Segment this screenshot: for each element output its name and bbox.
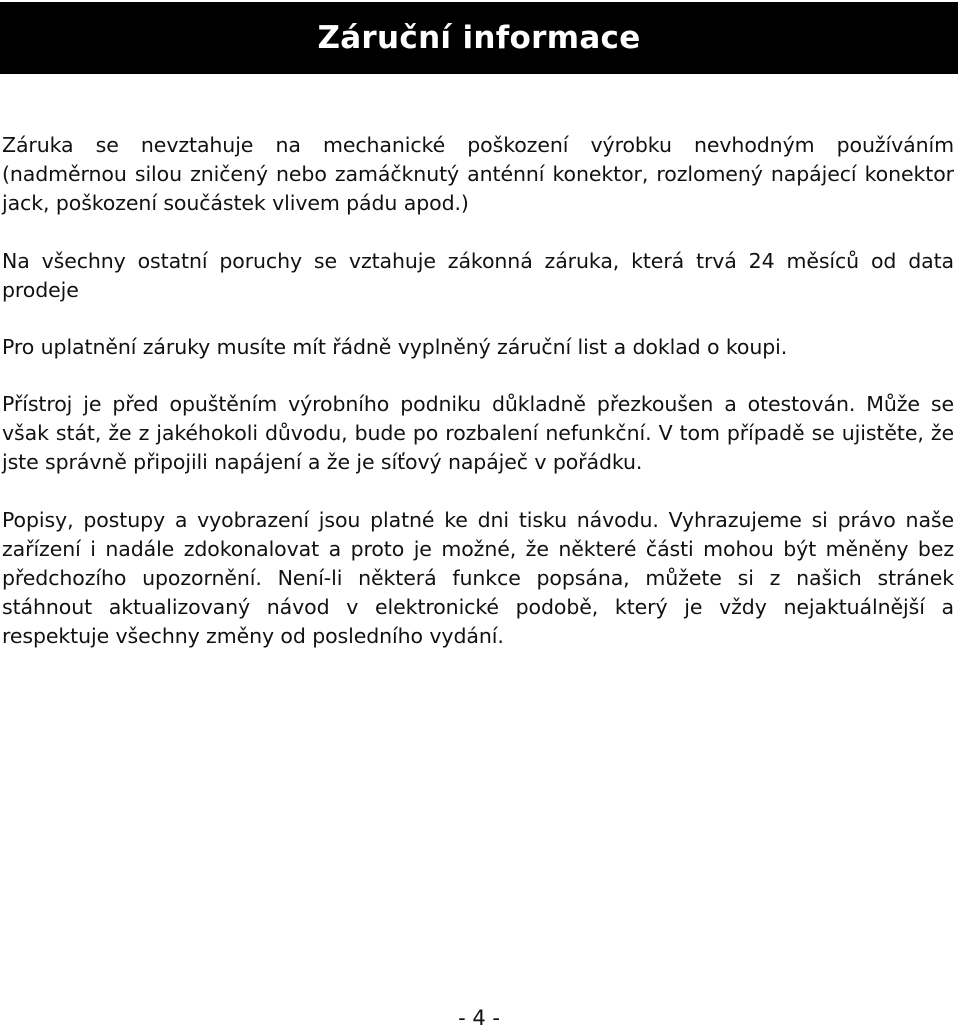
paragraph-warranty-exclusions: Záruka se nevztahuje na mechanické poškození výrobku nevhodným používáním (nadměrnou silou zničený nebo zamáčknutý anténní konektor, rozlomený napájecí konektor jack, poškození součástek vlivem pádu apod.) bbox=[2, 133, 954, 215]
paragraph-device-testing: Přístroj je před opuštěním výrobního podniku důkladně přezkoušen a otestován. Může se však stát, že z jakéhokoli důvodu, bude po rozbalení nefunkční. V tom případě se ujistěte, že jste správně připojili napájení a že je síťový napáječ v pořádku. bbox=[2, 392, 954, 474]
document-body bbox=[2, 131, 954, 651]
paragraph-warranty-claim: Pro uplatnění záruky musíte mít řádně vyplněný záruční list a doklad o koupi. bbox=[2, 335, 788, 359]
page-title: Záruční informace bbox=[317, 20, 641, 56]
page-number: - 4 - bbox=[458, 1006, 500, 1030]
paragraph-statutory-warranty: Na všechny ostatní poruchy se vztahuje zákonná záruka, která trvá 24 měsíců od data prodeje bbox=[2, 249, 954, 302]
title-bar bbox=[0, 2, 958, 74]
paragraph-documentation-notice: Popisy, postupy a vyobrazení jsou platné ke dni tisku návodu. Vyhrazujeme si právo naše zařízení i nadále zdokonalovat a proto je možné, že některé části mohou být měněny bez předchozího upozornění. Není-li některá funkce popsána, můžete si z našich stránek stáhnout aktualizovaný návod v elektronické podobě, který je vždy nejaktuálnější a respektuje všechny změny od posledního vydání. bbox=[2, 508, 954, 648]
